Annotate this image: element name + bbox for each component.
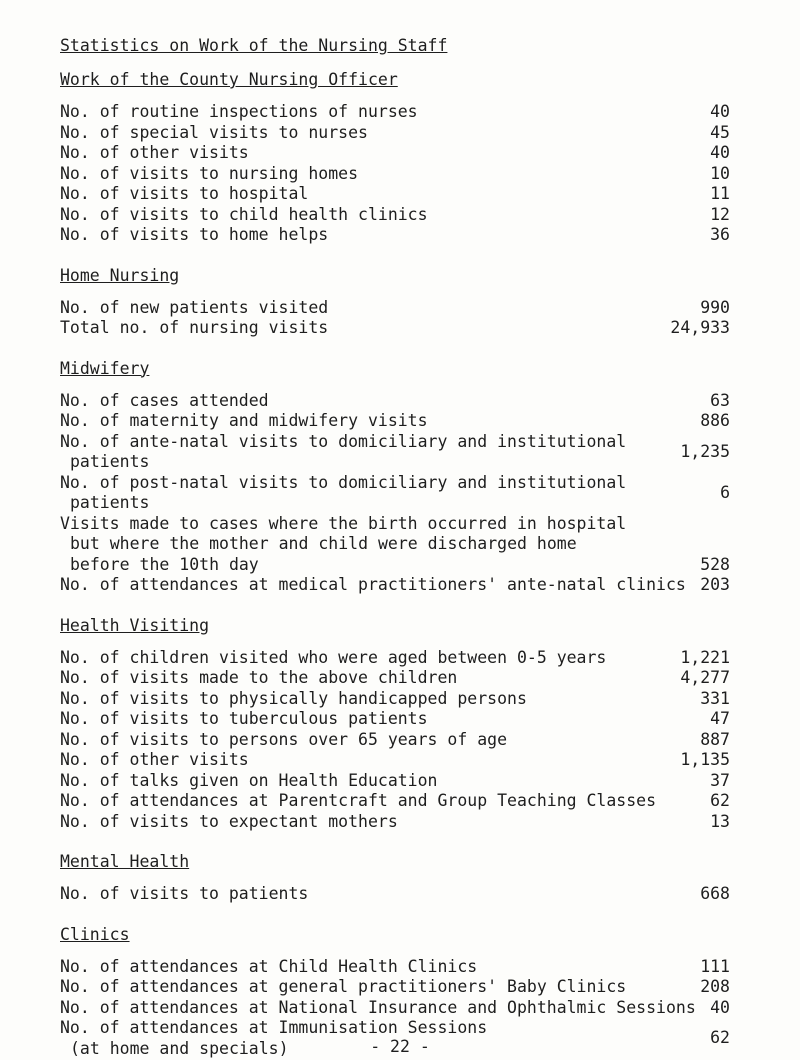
stat-value: 24,933: [670, 318, 730, 337]
stat-value: 887: [700, 729, 730, 749]
stat-value: 990: [700, 297, 730, 317]
section-heading-clinics: Clinics: [60, 924, 130, 944]
stat-row: [60, 432, 730, 473]
stat-value: 40: [710, 997, 730, 1017]
stat-row: [60, 318, 730, 339]
stat-row: [60, 709, 730, 730]
stat-label: No. of visits to hospital: [60, 184, 309, 203]
stat-row: [60, 123, 730, 144]
stat-value: 37: [710, 770, 730, 790]
stat-label: No. of visits to home helps: [60, 225, 329, 244]
stat-label: [60, 514, 700, 576]
stat-label-line: No. of ante-natal visits to domiciliary and institutional: [60, 431, 627, 451]
health-visiting-list: [60, 648, 730, 833]
stat-row: [60, 812, 730, 833]
midwifery-list: [60, 391, 730, 596]
stat-label: No. of visits made to the above children: [60, 668, 458, 687]
stat-label: No. of attendances at medical practitioners' ante-natal clinics: [60, 575, 686, 594]
stat-value: 528: [700, 554, 730, 574]
stat-label: No. of cases attended: [60, 390, 269, 410]
section-heading-county-officer: Work of the County Nursing Officer: [60, 70, 398, 89]
section-heading-health-visiting: Health Visiting: [60, 615, 210, 635]
stat-label: No. of attendances at Parentcraft and Group Teaching Classes: [60, 791, 657, 810]
stat-row: [60, 668, 730, 689]
stat-value: 111: [700, 956, 730, 976]
stat-value: 12: [710, 204, 730, 224]
stat-value: 886: [700, 411, 730, 430]
stat-value: 208: [700, 977, 730, 996]
stat-value: 1,221: [680, 647, 730, 667]
section-heading-midwifery: Midwifery: [60, 358, 150, 378]
stat-value: 10: [710, 163, 730, 183]
stat-row: [60, 648, 730, 669]
section-heading-home-nursing: Home Nursing: [60, 265, 180, 285]
stat-label: No. of visits to physically handicapped persons: [60, 688, 527, 708]
stat-label: No. of attendances at National Insurance and Ophthalmic Sessions: [60, 997, 696, 1017]
stat-value: 62: [710, 1028, 730, 1048]
stat-label: [60, 432, 680, 473]
stat-label: No. of visits to nursing homes: [60, 163, 359, 183]
stat-row: [60, 514, 730, 576]
stat-label: No. of visits to persons over 65 years of age: [60, 729, 508, 749]
page-number: - 22 -: [370, 1037, 430, 1056]
stat-label: [60, 473, 720, 514]
home-nursing-list: [60, 298, 730, 339]
stat-value: 668: [700, 884, 730, 903]
stat-label: No. of visits to expectant mothers: [60, 811, 398, 831]
stat-label-line: Visits made to cases where the birth occurred in hospital: [60, 513, 627, 533]
stat-row: [60, 164, 730, 185]
stat-row: [60, 977, 730, 998]
stat-row: [60, 473, 730, 514]
stat-value: 6: [720, 482, 730, 502]
stat-label-line: No. of attendances at Immunisation Sessions: [60, 1018, 488, 1037]
stat-label: No. of talks given on Health Education: [60, 770, 438, 790]
stat-value: 13: [710, 811, 730, 831]
stat-value: 45: [710, 122, 730, 142]
stat-label-line: patients: [70, 452, 150, 471]
stat-value: 47: [710, 709, 730, 728]
stat-row: [60, 998, 730, 1019]
stat-row: [60, 957, 730, 978]
stat-value: 4,277: [680, 668, 730, 687]
stat-row: [60, 575, 730, 596]
stat-label: No. of routine inspections of nurses: [60, 102, 418, 121]
stat-row: [60, 143, 730, 164]
stat-label: Total no. of nursing visits: [60, 318, 329, 337]
stat-label: No. of visits to patients: [60, 884, 309, 903]
stat-row: [60, 225, 730, 246]
stat-value: 1,235: [680, 441, 730, 461]
stat-label: No. of new patients visited: [60, 297, 329, 317]
stat-label: No. of other visits: [60, 143, 249, 162]
page-title: Statistics on Work of the Nursing Staff: [60, 36, 448, 55]
stat-value: 36: [710, 225, 730, 244]
stat-value: 40: [710, 143, 730, 162]
stat-row: [60, 298, 730, 319]
stat-row: [60, 205, 730, 226]
county-officer-list: [60, 102, 730, 246]
stat-label: No. of visits to child health clinics: [60, 204, 428, 224]
stat-row: [60, 884, 730, 905]
section-heading-mental-health: Mental Health: [60, 852, 190, 871]
stat-row: [60, 391, 730, 412]
stat-row: [60, 102, 730, 123]
stat-label: No. of special visits to nurses: [60, 122, 368, 142]
stat-label: No. of attendances at Child Health Clinics: [60, 956, 478, 976]
stat-row: [60, 771, 730, 792]
stat-label-line: but where the mother and child were discharged home: [70, 534, 577, 553]
stat-label: No. of other visits: [60, 750, 249, 769]
stat-label-line: (at home and specials): [70, 1038, 289, 1058]
stat-label-line: patients: [70, 493, 150, 512]
stat-label: No. of maternity and midwifery visits: [60, 411, 428, 430]
stat-value: 62: [710, 791, 730, 810]
stat-label: No. of visits to tuberculous patients: [60, 709, 428, 728]
stat-value: 203: [700, 575, 730, 594]
stat-value: 11: [710, 184, 730, 203]
stat-value: 331: [700, 688, 730, 708]
stat-value: 1,135: [680, 750, 730, 769]
stat-row: [60, 411, 730, 432]
stat-label: No. of children visited who were aged between 0-5 years: [60, 647, 607, 667]
stat-label: No. of attendances at general practitioners' Baby Clinics: [60, 977, 627, 996]
stat-row: [60, 791, 730, 812]
stat-row: [60, 184, 730, 205]
stat-value: 40: [710, 102, 730, 121]
stat-row: [60, 730, 730, 751]
stat-row: [60, 689, 730, 710]
mental-health-list: [60, 884, 730, 905]
stat-label-line: No. of post-natal visits to domiciliary and institutional: [60, 472, 627, 492]
stat-label-line: before the 10th day: [70, 554, 259, 574]
document-page: [60, 36, 730, 1059]
stat-row: [60, 750, 730, 771]
stat-value: 63: [710, 390, 730, 410]
